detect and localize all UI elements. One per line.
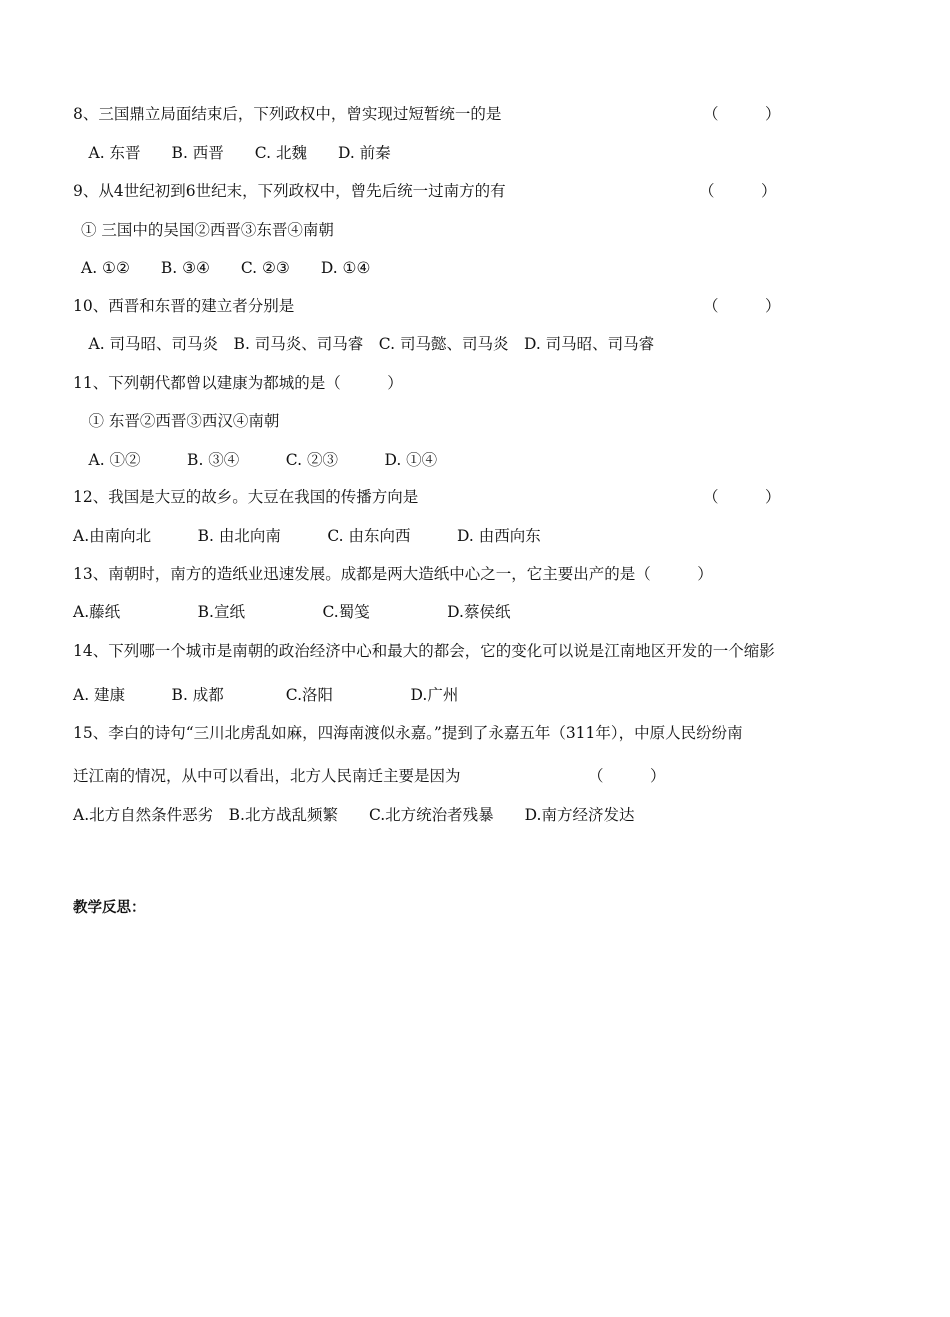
- question-11-options: A. ①② B. ③④ C. ②③ D. ①④: [73, 451, 438, 469]
- question-9-stem: 9、从4世纪初到6世纪末，下列政权中，曾先后统一过南方的有: [73, 182, 506, 200]
- question-13-options: A.藤纸 B.宣纸 C.蜀笺 D.蔡侯纸: [73, 603, 511, 621]
- question-14-options: A. 建康 B. 成都 C.洛阳 D.广州: [73, 686, 459, 704]
- question-15-stem-continued: 迁江南的情况，从中可以看出，北方人民南迁主要是因为: [73, 767, 461, 785]
- question-12-options: A.由南向北 B. 由北向南 C. 由东向西 D. 由西向东: [73, 527, 541, 545]
- question-9-choices: ① 三国中的吴国②西晋③东晋④南朝: [81, 221, 334, 239]
- question-9-options: A. ①② B. ③④ C. ②③ D. ①④: [81, 259, 371, 277]
- question-9-answer-paren: （ ）: [699, 182, 777, 200]
- question-8-options: A. 东晋 B. 西晋 C. 北魏 D. 前秦: [73, 144, 391, 162]
- question-11-choices: ① 东晋②西晋③西汉④南朝: [73, 412, 280, 430]
- question-15-options: A.北方自然条件恶劣 B.北方战乱频繁 C.北方统治者残暴 D.南方经济发达: [73, 806, 635, 824]
- question-10-options: A. 司马昭、司马炎 B. 司马炎、司马睿 C. 司马懿、司马炎 D. 司马昭、司马睿: [73, 335, 655, 353]
- question-15-stem: 15、李白的诗句“三川北虏乱如麻，四海南渡似永嘉。”提到了永嘉五年（311年），中原人民纷纷南: [73, 724, 743, 742]
- question-8-answer-paren: （ ）: [703, 105, 781, 123]
- question-10-stem: 10、西晋和东晋的建立者分别是: [73, 297, 295, 315]
- question-15-answer-paren: （ ）: [588, 767, 666, 785]
- question-8-stem: 8、三国鼎立局面结束后，下列政权中，曾实现过短暂统一的是: [73, 105, 502, 123]
- question-13-stem: 13、南朝时，南方的造纸业迅速发展。成都是两大造纸中心之一，它主要出产的是（ ）: [73, 565, 713, 583]
- question-11-stem: 11、下列朝代都曾以建康为都城的是（ ）: [73, 374, 403, 392]
- question-12-answer-paren: （ ）: [703, 488, 781, 506]
- question-14-stem: 14、下列哪一个城市是南朝的政治经济中心和最大的都会，它的变化可以说是江南地区开发的一个缩影: [73, 642, 775, 660]
- reflection-heading: 教学反思：: [73, 900, 146, 916]
- question-12-stem: 12、我国是大豆的故乡。大豆在我国的传播方向是: [73, 488, 419, 506]
- question-10-answer-paren: （ ）: [703, 297, 781, 315]
